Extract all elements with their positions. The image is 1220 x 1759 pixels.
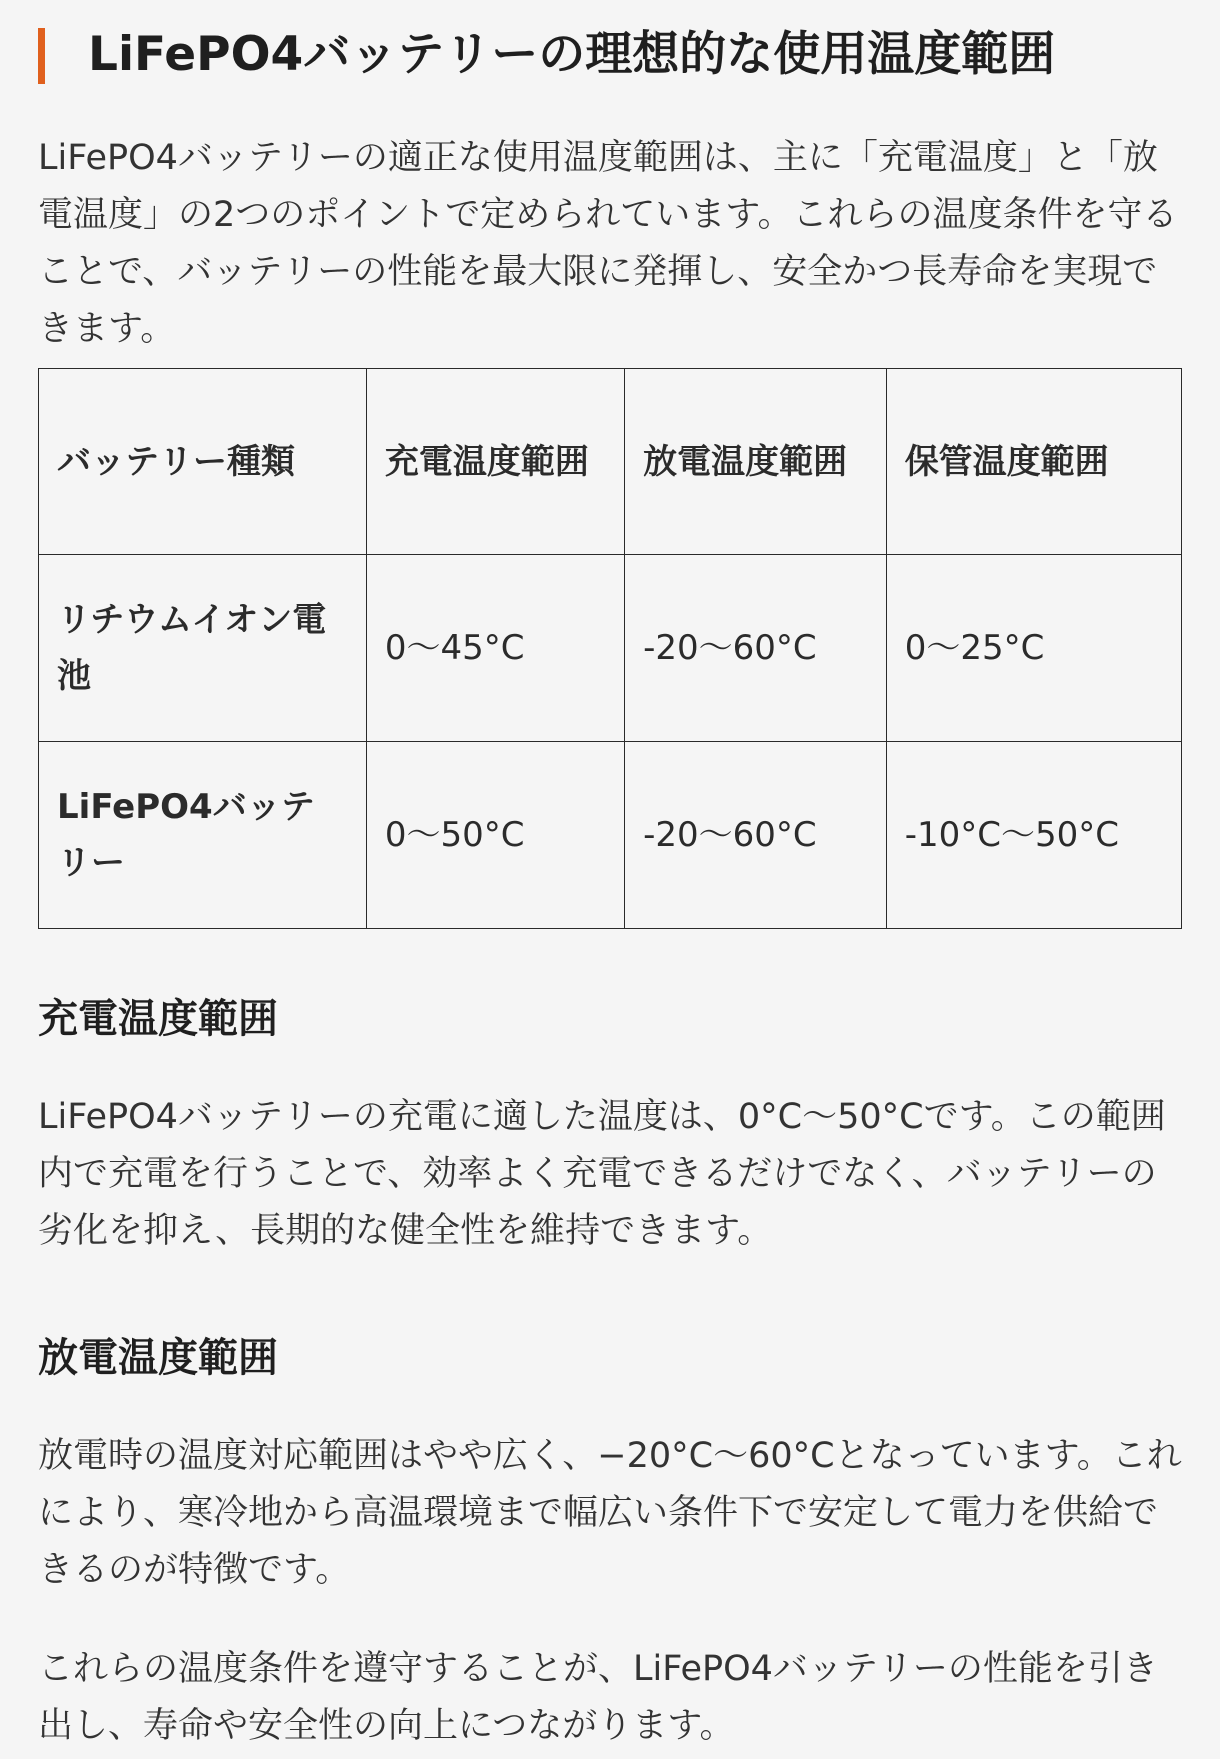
table-row xyxy=(39,555,1182,742)
section-heading-text: LiFePO4バッテリーの理想的な使用温度範囲 xyxy=(88,27,1056,82)
subheading-charge: 充電温度範囲 xyxy=(38,996,278,1042)
table-cell-discharge-range: -20～60°C xyxy=(625,742,887,929)
table-cell-charge-range: 0～45°C xyxy=(366,555,624,742)
charge-paragraph: LiFePO4バッテリーの充電に適した温度は、0°C～50°Cです。この範囲内で充電を行うことで、効率よく充電できるだけでなく、バッテリーの劣化を抑え、長期的な健全性を維持できます。 xyxy=(38,1097,1166,1251)
table-header-charge-range: 充電温度範囲 xyxy=(366,369,624,555)
table-cell-storage-range: -10°C～50°C xyxy=(886,742,1181,929)
table-cell-storage-range: 0～25°C xyxy=(886,555,1181,742)
intro-paragraph: LiFePO4バッテリーの適正な使用温度範囲は、主に「充電温度」と「放電温度」の2つのポイントで定められています。これらの温度条件を守ることで、バッテリーの性能を最大限に発揮し、安全かつ長寿命を実現できます。 xyxy=(38,138,1178,349)
heading-accent-bar xyxy=(38,28,45,84)
table-header-battery-type: バッテリー種類 xyxy=(39,369,367,555)
table-cell-discharge-range: -20～60°C xyxy=(625,555,887,742)
temperature-table xyxy=(38,368,1182,929)
subheading-discharge: 放電温度範囲 xyxy=(38,1335,278,1381)
closing-paragraph: これらの温度条件を遵守することが、LiFePO4バッテリーの性能を引き出し、寿命や安全性の向上につながります。 xyxy=(38,1649,1158,1746)
section-heading xyxy=(38,22,1182,88)
table-cell-battery-type: LiFePO4バッテリー xyxy=(39,742,367,929)
table-header-row xyxy=(39,369,1182,555)
table-cell-charge-range: 0～50°C xyxy=(366,742,624,929)
table-cell-battery-type: リチウムイオン電池 xyxy=(39,555,367,742)
table-row xyxy=(39,742,1182,929)
table-header-storage-range: 保管温度範囲 xyxy=(886,369,1181,555)
table-header-discharge-range: 放電温度範囲 xyxy=(625,369,887,555)
discharge-paragraph: 放電時の温度対応範囲はやや広く、−20°C～60°Cとなっています。これにより、寒冷地から高温環境まで幅広い条件下で安定して電力を供給できるのが特徴です。 xyxy=(38,1436,1182,1590)
